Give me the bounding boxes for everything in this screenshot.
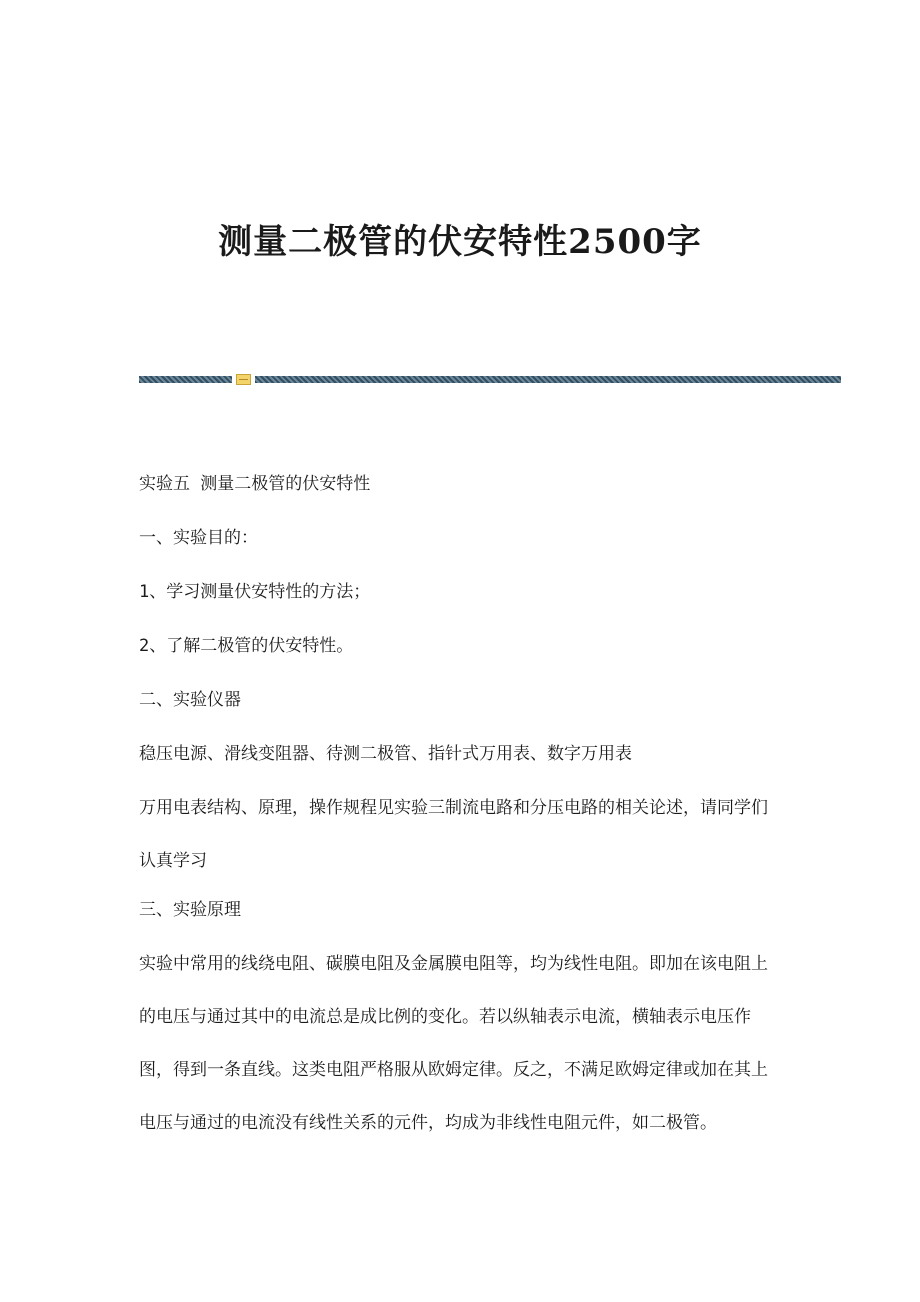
paragraph-purpose-1: 1、学习测量伏安特性的方法； [139, 582, 371, 602]
divider-bar-left [139, 376, 232, 383]
document-body [139, 470, 779, 1150]
paragraph-section-instruments: 二、实验仪器 [139, 690, 241, 710]
paragraph-principle-text: 实验中常用的线绕电阻、碳膜电阻及金属膜电阻等，均为线性电阻。即加在该电阻上的电压与通过其中的电流总是成比例的变化。若以纵轴表示电流，横轴表示电压作图，得到一条直线。这类电阻严格服从欧姆定律。反之，不满足欧姆定律或加在其上电压与通过的电流没有线性关系的元件，均成为非线性电阻元件，如二极管。 [139, 954, 768, 1133]
paragraph-instruments-list: 稳压电源、滑线变阻器、待测二极管、指针式万用表、数字万用表 [139, 744, 632, 764]
paragraph-purpose-2: 2、了解二极管的伏安特性。 [139, 636, 354, 656]
title-divider [139, 374, 841, 384]
document-title: 测量二极管的伏安特性2500字 [218, 222, 702, 262]
divider-ornament-icon [236, 374, 251, 385]
divider-bar-right [255, 376, 841, 383]
paragraph-section-principle: 三、实验原理 [139, 900, 241, 920]
paragraph-section-purpose: 一、实验目的： [139, 528, 258, 548]
paragraph-experiment-heading: 实验五 测量二极管的伏安特性 [139, 474, 371, 494]
paragraph-multimeter-note: 万用电表结构、原理，操作规程见实验三制流电路和分压电路的相关论述，请同学们认真学习 [139, 798, 768, 871]
